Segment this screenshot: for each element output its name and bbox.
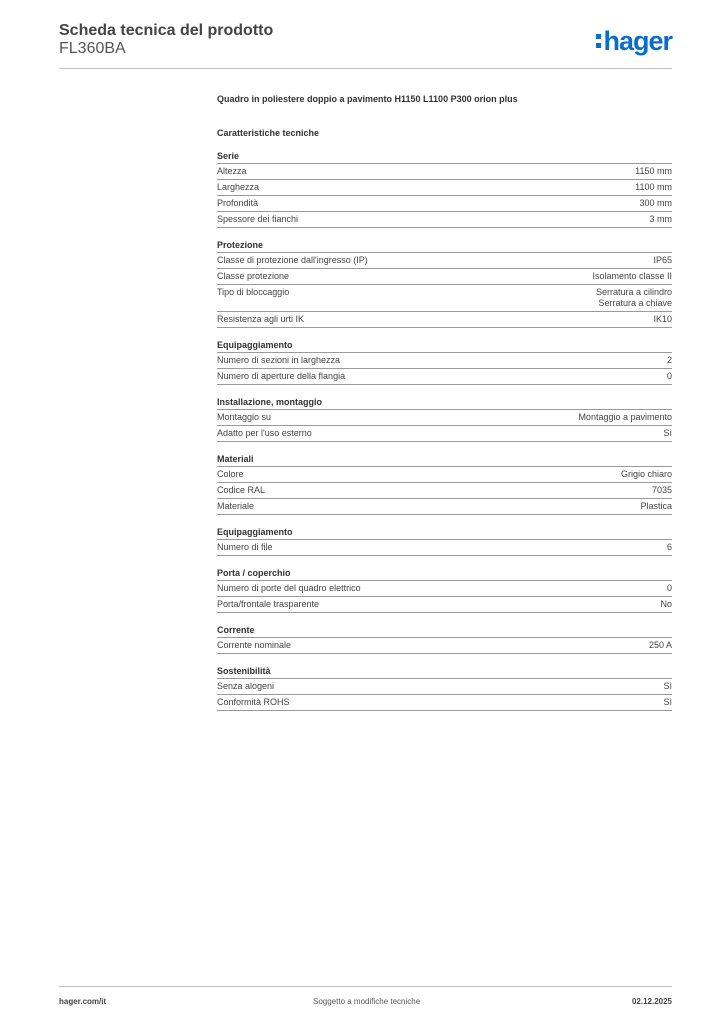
footer-note: Soggetto a modifiche tecniche	[313, 997, 421, 1006]
spec-row	[217, 353, 672, 369]
section-title: Protezione	[217, 240, 672, 253]
spec-value	[635, 166, 672, 177]
spec-value-line: 0	[666, 583, 672, 593]
document-title: Scheda tecnica del prodotto	[59, 22, 274, 39]
section-title: Equipaggiamento	[217, 340, 672, 353]
spec-row	[217, 581, 672, 597]
spec-section	[217, 454, 672, 515]
spec-label: Codice RAL	[217, 485, 266, 495]
spec-label: Spessore dei fianchi	[217, 214, 299, 224]
spec-row	[217, 426, 672, 442]
spec-label: Larghezza	[217, 182, 260, 192]
spec-value	[639, 198, 672, 209]
spec-label: Porta/frontale trasparente	[217, 599, 320, 609]
spec-row	[217, 369, 672, 385]
spec-value-line: Grigio chiaro	[620, 469, 672, 479]
spec-value-line: Plastica	[640, 501, 672, 511]
spec-section	[217, 151, 672, 228]
spec-value	[596, 287, 672, 309]
section-title: Porta / coperchio	[217, 568, 672, 581]
spec-label: Numero di file	[217, 542, 273, 552]
spec-row	[217, 164, 672, 180]
spec-section	[217, 340, 672, 385]
section-title: Serie	[217, 151, 672, 164]
spec-value	[592, 271, 672, 282]
spec-label: Resistenza agli urti IK	[217, 314, 305, 324]
spec-section	[217, 240, 672, 328]
spec-label: Materiale	[217, 501, 255, 511]
section-title: Sostenibilità	[217, 666, 672, 679]
tech-specs-title: Caratteristiche tecniche	[217, 128, 320, 138]
spec-value	[667, 371, 672, 382]
spec-value-line: Serratura a cilindro	[595, 287, 672, 297]
spec-value-line: 300 mm	[639, 198, 672, 208]
spec-value	[649, 640, 672, 651]
spec-value-line: Sì	[663, 697, 672, 707]
spec-value	[652, 485, 672, 496]
spec-value	[640, 501, 672, 512]
spec-value-line: Sì	[663, 681, 672, 691]
spec-value-line: No	[660, 599, 672, 609]
spec-value	[663, 681, 672, 692]
spec-row	[217, 540, 672, 556]
spec-row	[217, 467, 672, 483]
footer-website[interactable]: hager.com/it	[59, 997, 107, 1006]
spec-sections	[217, 151, 672, 711]
spec-row	[217, 410, 672, 426]
spec-value-line: Sì	[663, 428, 672, 438]
product-description: Quadro in poliestere doppio a pavimento H1150 L1100 P300 orion plus	[217, 94, 518, 104]
spec-value	[650, 214, 673, 225]
spec-value-line: 1150 mm	[635, 166, 672, 176]
hager-dots-logo-icon	[596, 32, 601, 50]
spec-value-line: Montaggio a pavimento	[578, 412, 672, 422]
spec-value-line: 2	[666, 355, 672, 365]
spec-label: Adatto per l'uso esterno	[217, 428, 312, 438]
product-code: FL360BA	[59, 40, 126, 57]
spec-section	[217, 625, 672, 654]
spec-value-line: 250 A	[648, 640, 672, 650]
spec-value	[667, 355, 672, 366]
spec-row	[217, 180, 672, 196]
spec-label: Corrente nominale	[217, 640, 292, 650]
header-divider	[59, 68, 672, 69]
spec-value-line: Serratura a chiave	[598, 298, 672, 308]
spec-label: Numero di aperture della flangia	[217, 371, 346, 381]
spec-label: Colore	[217, 469, 244, 479]
spec-row	[217, 638, 672, 654]
hager-logo	[596, 26, 672, 56]
spec-value-line: 7035	[651, 485, 672, 495]
spec-section	[217, 397, 672, 442]
spec-value-line: Isolamento classe II	[592, 271, 672, 281]
spec-row	[217, 269, 672, 285]
spec-label: Profondità	[217, 198, 259, 208]
section-title: Materiali	[217, 454, 672, 467]
spec-value	[667, 542, 672, 553]
spec-section	[217, 666, 672, 711]
footer-date: 02.12.2025	[631, 997, 672, 1006]
spec-section	[217, 527, 672, 556]
spec-value	[660, 599, 672, 610]
spec-value-line: 1100 mm	[635, 182, 672, 192]
spec-value	[653, 314, 672, 325]
spec-section	[217, 568, 672, 613]
spec-row	[217, 212, 672, 228]
spec-value-line: IK10	[653, 314, 672, 324]
spec-row	[217, 499, 672, 515]
spec-value	[653, 255, 672, 266]
spec-row	[217, 285, 672, 312]
spec-value	[635, 182, 672, 193]
section-title: Installazione, montaggio	[217, 397, 672, 410]
spec-value	[578, 412, 672, 423]
spec-value	[663, 428, 672, 439]
spec-value-line: 0	[666, 371, 672, 381]
spec-row	[217, 312, 672, 328]
spec-value-line: 6	[666, 542, 672, 552]
page-header	[59, 22, 672, 70]
spec-label: Conformità ROHS	[217, 697, 290, 707]
spec-value-line: IP65	[653, 255, 672, 265]
spec-label: Classe protezione	[217, 271, 290, 281]
spec-row	[217, 679, 672, 695]
spec-label: Numero di porte del quadro elettrico	[217, 583, 361, 593]
spec-row	[217, 597, 672, 613]
spec-row	[217, 695, 672, 711]
spec-label: Tipo di bloccaggio	[217, 287, 290, 297]
spec-row	[217, 483, 672, 499]
spec-label: Montaggio su	[217, 412, 272, 422]
spec-label: Numero di sezioni in larghezza	[217, 355, 341, 365]
section-title: Equipaggiamento	[217, 527, 672, 540]
spec-value	[621, 469, 672, 480]
spec-label: Senza alogeni	[217, 681, 275, 691]
spec-value	[663, 697, 672, 708]
spec-value	[667, 583, 672, 594]
spec-value-line: 3 mm	[649, 214, 672, 224]
spec-row	[217, 196, 672, 212]
spec-label: Altezza	[217, 166, 247, 176]
section-title: Corrente	[217, 625, 672, 638]
spec-content	[217, 94, 672, 723]
spec-label: Classe di protezione dall'ingresso (IP)	[217, 255, 368, 265]
page-footer	[59, 986, 672, 1006]
spec-row	[217, 253, 672, 269]
logo-text: hager	[603, 25, 672, 56]
